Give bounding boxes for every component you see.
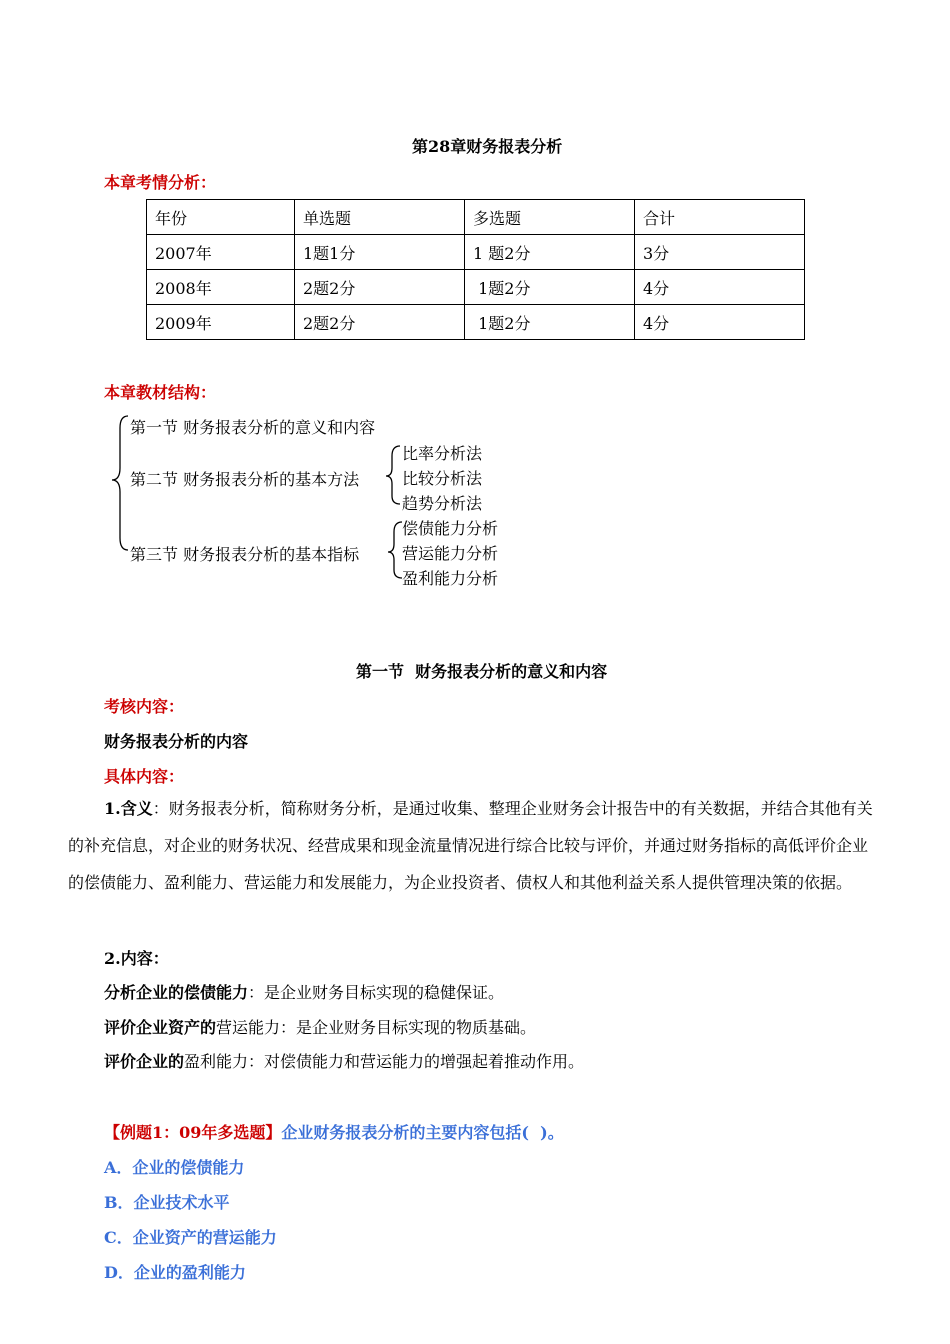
content-line-bold: 分析企业的偿债能力 xyxy=(104,983,249,1002)
content-line-text: ：是企业财务目标实现的稳健保证。 xyxy=(248,983,505,1002)
table-cell: 1题1分 xyxy=(295,235,465,270)
content-line xyxy=(104,980,504,1003)
table-cell: 1题2分 xyxy=(465,305,635,340)
table-header-cell: 年份 xyxy=(147,200,295,235)
indicator-item: 盈利能力分析 xyxy=(402,569,499,588)
example-tag: 【例题1：09年多选题】 xyxy=(104,1123,282,1142)
table-cell: 2007年 xyxy=(147,235,295,270)
chapter-title: 第28章财务报表分析 xyxy=(412,137,563,156)
table-header-cell: 多选题 xyxy=(465,200,635,235)
table-cell: 4分 xyxy=(635,270,805,305)
exam-stats-table xyxy=(146,199,805,340)
option-d: D．企业的盈利能力 xyxy=(104,1263,246,1282)
structure-tree xyxy=(100,408,520,593)
content-line-text: 营运能力：是企业财务目标实现的物质基础。 xyxy=(216,1018,537,1037)
specific-content-heading: 具体内容： xyxy=(104,767,185,786)
table-cell: 1题2分 xyxy=(465,270,635,305)
structure-section-2: 第二节 财务报表分析的基本方法 xyxy=(130,470,360,489)
indicator-item: 偿债能力分析 xyxy=(402,519,499,538)
content-line xyxy=(104,1049,584,1072)
structure-section-3: 第三节 财务报表分析的基本指标 xyxy=(130,545,360,564)
definition-label: 1.含义 xyxy=(104,799,153,818)
example-question-text: 企业财务报表分析的主要内容包括( )。 xyxy=(281,1123,564,1142)
content-line-text: 盈利能力：对偿债能力和营运能力的增强起着推动作用。 xyxy=(184,1052,585,1071)
content-line-bold: 评价企业的 xyxy=(104,1052,185,1071)
table-header-row xyxy=(147,200,805,235)
table-cell: 2题2分 xyxy=(295,270,465,305)
table-cell: 4分 xyxy=(635,305,805,340)
table-row xyxy=(147,305,805,340)
table-cell: 3分 xyxy=(635,235,805,270)
section1-title: 第一节 财务报表分析的意义和内容 xyxy=(356,662,608,681)
structure-heading: 本章教材结构： xyxy=(104,383,217,402)
table-cell: 2009年 xyxy=(147,305,295,340)
exam-analysis-heading: 本章考情分析： xyxy=(104,173,217,192)
structure-section-1: 第一节 财务报表分析的意义和内容 xyxy=(130,418,376,437)
option-b: B．企业技术水平 xyxy=(104,1193,230,1212)
method-item: 比较分析法 xyxy=(402,469,483,488)
method-item: 比率分析法 xyxy=(402,444,483,463)
exam-content: 财务报表分析的内容 xyxy=(104,732,249,751)
example-question xyxy=(104,1120,564,1143)
table-cell: 2题2分 xyxy=(295,305,465,340)
content-line-bold: 评价企业资产的 xyxy=(104,1018,217,1037)
exam-content-heading: 考核内容： xyxy=(104,697,185,716)
table-cell: 2008年 xyxy=(147,270,295,305)
indicator-item: 营运能力分析 xyxy=(402,544,499,563)
table-header-cell: 单选题 xyxy=(295,200,465,235)
content-line xyxy=(104,1015,536,1038)
method-item: 趋势分析法 xyxy=(402,494,483,513)
option-a: A．企业的偿债能力 xyxy=(104,1158,245,1177)
table-row xyxy=(147,270,805,305)
table-row xyxy=(147,235,805,270)
definition-paragraph xyxy=(68,790,880,901)
content-label: 2.内容： xyxy=(104,949,169,968)
definition-text: ：财务报表分析，简称财务分析，是通过收集、整理企业财务会计报告中的有关数据，并结合其他有关的补充信息，对企业的财务状况、经营成果和现金流量情况进行综合比较与评价，并通过财务指标的高低评价企业的偿债能力、盈利能力、营运能力和发展能力，为企业投资者、债权人和其他利益关系人提供管理决策的依据。 xyxy=(68,799,873,892)
table-cell: 1 题2分 xyxy=(465,235,635,270)
option-c: C．企业资产的营运能力 xyxy=(104,1228,277,1247)
table-header-cell: 合计 xyxy=(635,200,805,235)
